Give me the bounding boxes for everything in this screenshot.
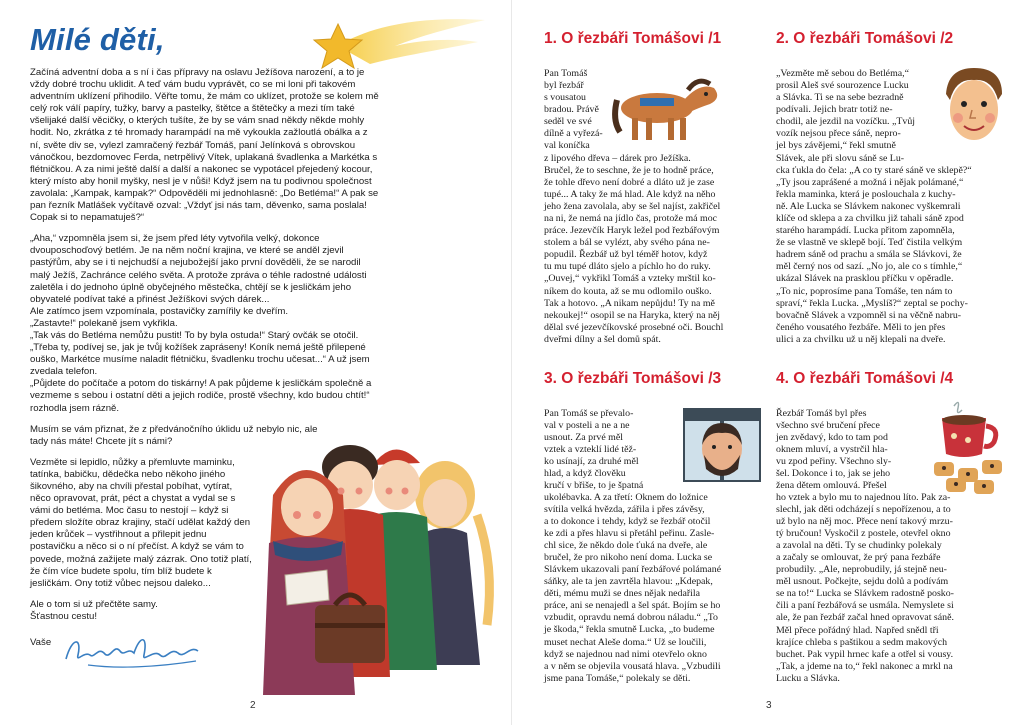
story-line: jsme pana Tomáše,“ polekaly se děti. xyxy=(544,672,691,684)
story-title-3: 3. O řezbáři Tomášovi /3 xyxy=(544,370,722,387)
story-line: když se najednou nad nimi otevřelo okno xyxy=(544,648,707,660)
story-body-4 xyxy=(776,492,1008,685)
story-line: tupé... A taky že má hlad. Ale když na něho xyxy=(544,189,716,201)
story-line: vu zpod peřiny. Všechno sly- xyxy=(776,456,892,468)
story-line: „Ty jsou zaprášené a možná i nějak polámané,“ xyxy=(776,177,964,189)
story-line: „To nic, poprosíme pana Tomáše, ten nám to xyxy=(776,285,953,297)
story-line: popudil. Řezbář už byl téměř hotov, když xyxy=(544,249,708,261)
story-line: čili a paní řezbářová se usmála. Nemyslete si xyxy=(776,600,954,612)
story-line: jen zvědavý, kdo to tam pod xyxy=(776,432,888,444)
story-line: ho vztek a bylo mu to najednou líto. Pak za- xyxy=(776,492,951,503)
story-line: se na to!“ Lucka se Slávkem radostně posko- xyxy=(776,588,954,600)
story-line: práce. Jezevčík Haryk ležel pod řezbářovým xyxy=(544,225,720,237)
story-line: nekoukej!“ osopil se na Haryka, který na něj xyxy=(544,309,721,321)
story-line: starého harampádí. Lucka přitom zapomněla, xyxy=(776,225,955,237)
story-line: ukolébavka. A za třetí: Oknem do ložnice xyxy=(544,492,708,504)
story-line: a zavolal na děti. Ty se chudinky polekaly xyxy=(776,540,942,552)
story-line: chodil, ale jezdil na vozíčku. „Tvůj xyxy=(776,116,916,128)
story-line: a začaly se omlouvat, že prý pana řezbáře xyxy=(776,552,941,564)
story-line: všechno své bručení přece xyxy=(776,420,880,432)
letter-paragraph: „Třeba ty, podívej se, jak je tvůj kožíšek zapráseny! Koník nemá ještě přilepené ouško, Markétce musíme naladit flétničku, švadlenku trochu učesat...“ A už jsem zvedala telefon. xyxy=(30,342,370,378)
story-line: svítila velká hvězda, zářila i přes závěsy, xyxy=(544,504,705,515)
story-line: žena dětem omlouvá. Přešel xyxy=(776,480,887,492)
story-line: ke zdi a přes hlavu si přetáhl peřinu. Zasle- xyxy=(544,528,715,540)
story-line: spraví,“ řekla Lucka. „Myslíš?“ zeptal se pochy- xyxy=(776,297,968,309)
story-line: „Ouvej,“ vykřikl Tomáš a vzteky mrštil ko- xyxy=(544,273,716,285)
story-title-4: 4. O řezbáři Tomášovi /4 xyxy=(776,370,954,387)
story-line: ulici a za chvilku už u něj klepali na dveře. xyxy=(776,333,946,345)
story-body-1 xyxy=(544,153,764,346)
story-line: klíče od sklepa a za chvilku již tahali sáně zpod xyxy=(776,213,964,225)
story-line: jeho žena zavolala, aby se šel najíst, zakřičel xyxy=(544,201,721,213)
story-line: bradou. Právě xyxy=(544,104,599,116)
story-line: „Vezměte mě sebou do Betléma,“ xyxy=(776,68,909,79)
story-line: muset nechat Aleše doma.“ Už se loučili, xyxy=(544,636,707,648)
page-number-right: 3 xyxy=(766,700,772,711)
right-page xyxy=(512,0,1024,725)
story-line: práce, ani se nenajedl a šel spát. Bojím se ho xyxy=(544,600,721,612)
story-line: vztek a vzteklí lidé těž- xyxy=(544,444,637,456)
story-line: vozík nejsou přece sáně, nepro- xyxy=(776,128,901,140)
man-in-window-illustration xyxy=(680,405,764,485)
story-line: prosil Aleš své sourozence Lucku xyxy=(776,80,909,92)
story-line: čeného vousatého řezbáře. Měli to jen přes xyxy=(776,321,946,333)
story-line: tu mu tupé dláto sjelo a píchlo ho do ruky. xyxy=(544,261,711,273)
story-line: ko usínají, za druhé měl xyxy=(544,456,639,468)
story-line: seděl ve své xyxy=(544,116,592,128)
story-line: slechl, jak děti odcházejí s nepořízenou, a to xyxy=(776,504,951,516)
letter-paragraph: „Zastavte!“ polekaně jsem vykřikla. xyxy=(30,317,178,329)
story-line: cka ťukla do čela: „A co ty staré sáně ve sklepě?“ xyxy=(776,165,972,177)
signature xyxy=(58,625,208,673)
story-line: je škoda,“ řekla smutně Lucka, „to budeme xyxy=(544,624,715,636)
story-line: krajíce chleba s paštikou a sedm makových xyxy=(776,636,948,648)
story-line: oknem mluví, a vystrčil hla- xyxy=(776,444,888,456)
story-line: val koníčka xyxy=(544,140,590,152)
page-number-left: 2 xyxy=(250,700,256,711)
story-title-1: 1. O řezbáři Tomášovi /1 xyxy=(544,30,722,47)
letter-paragraph: „Tak vás do Betléma nemůžu pustit! To by byla ostuda!“ Starý ovčák se otočil. xyxy=(30,329,359,341)
story-line: sáňky, ale ta jen zavrtěla hlavou: „Kdepak, xyxy=(544,576,713,588)
story-line: Měl přece pořádný hlad. Napřed snědl tři xyxy=(776,624,939,636)
story-line: „Tak, a jdeme na to,“ řekl nakonec a mrkl na xyxy=(776,660,953,672)
story-line: podívali. Jejich bratr totiž ne- xyxy=(776,104,893,116)
page-title: Milé děti, xyxy=(30,22,165,57)
story-line: Bručel, že to seschne, že je to hodně práce, xyxy=(544,165,714,177)
story-line: ale, že pan řezbář začal hned opravovat sáně. xyxy=(776,612,954,624)
story-line: měl černý nos od sazí. „No jo, ale co s tímhle,“ xyxy=(776,261,963,273)
story-line: už bylo na něj moc. Přece není takový mrzu- xyxy=(776,516,953,528)
story-body-3 xyxy=(544,504,764,685)
story-line: dělal své jezevčíkovské prosebné oči. Bouchl xyxy=(544,321,724,333)
letter-paragraph: „Aha,“ vzpomněla jsem si, že jsem před léty vytvořila velký, dokonce dvouposchoďový betlém. Je na něm noční krajina, ve které se anděl zjevil pastýřům, aby se i ti nejchudší a nejubožejší jako první dověděli, že se narodil malý Ježíš, Zachránce celého světa. A protože zpráva o téhle radostné události zaletěla i do jednoho úplně obyčejného městečka, chtějí se k jesličkám jeho obyvatelé podívat také a přinést Ježíškovi svých dárek... xyxy=(30,233,367,305)
story-title-2: 2. O řezbáři Tomášovi /2 xyxy=(776,30,954,47)
boy-face-illustration xyxy=(942,64,1006,148)
story-line: s vousatou xyxy=(544,92,586,104)
coffee-and-buns-illustration xyxy=(924,398,1016,496)
letter-paragraph: „Půjdete do počítače a potom do tiskárny! A pak půjdeme k jesličkám společně a vezmeme s sebou i ostatní děti a jejich rodiče, prostě všechny, kdo budou chtít!“ rozhodla jsem rázně. xyxy=(30,378,372,414)
letter-paragraph: Musím se vám přiznat, že z předvánočního úklidu už nebylo nic, ale tady nás máte! Chcete jít s námi? xyxy=(30,423,318,447)
story-line: dílně a vyřezá- xyxy=(544,128,603,140)
story-line: bručel, že pro nikoho není doma. Lucka se xyxy=(544,552,713,564)
carved-horse-illustration xyxy=(602,70,732,148)
children-group-illustration xyxy=(255,415,505,705)
story-line: Pan Tomáš xyxy=(544,68,588,79)
story-line: ně. Ale Lucka se Slávkem nakonec vyškemrali xyxy=(776,201,961,213)
story-line: ukázal Slávek na prasklou příčku v opěradle. xyxy=(776,273,954,285)
story-intro-4 xyxy=(776,408,926,492)
story-line: Řezbář Tomáš byl přes xyxy=(776,408,867,419)
story-line: chl sice, že někdo dole ťuká na dveře, ale xyxy=(544,540,708,552)
story-line: šel. Dokonce i to, jak se jeho xyxy=(776,468,891,480)
story-intro-3 xyxy=(544,408,708,504)
letter-paragraph: Ale o tom si už přečtěte samy. Šťastnou cestu! xyxy=(30,598,158,622)
story-line: na ni, že nemá na jídlo čas, protože má moc xyxy=(544,213,718,225)
story-line: děti, mému muži se dnes nějak nedařila xyxy=(544,588,701,600)
letter-paragraph: Začíná adventní doba a s ní i čas přípravy na oslavu Ježíšova narození, a to je vždy dobré trochu uklidit. A teď vám budu vyprávět, co se mi loni při takovém adventním uklízení přihodilo. Věřte tomu, že mám co uklízet, protože se kolem mě celý rok válí papíry, tužky, barvy a pastelky, štětce a štětečky a mezi tím také všelijaké další věcičky, o kterých tušíte, že by se vám snad někdy někde mohly hodit. No, zkrátka z té hromady harampádí na mě vykoukla zažloutlá obálka a z ní, světe div se, vylezl zamračený řezbář Tomáš, paní Jelínková s obrovskou vánočkou, bezdomovec Ferda, netrpělivý Vítek, uplakaná švadlenka a Markétka s flétničkou. A za nimi ještě další a další a nakonec se vypotácel přejedený kocour, který místo aby honil myšky, nesl je v nůši! Když jsem na tu podivnou společnost zavolala: „Kampak, kampak?“ Odpověděli mi jednohlasně: „Do Betléma!“ A pak se pan řezník Matlášek vyčítavě ozval: „Vždyť jsi nás tam, děvenko, sama poslala! Copak si to nepamatuješ?“ xyxy=(30,67,379,224)
story-line: že tohle dřevo není dobré a dláto už je zase xyxy=(544,177,715,189)
story-intro-2 xyxy=(776,68,946,152)
letter-paragraph: Ale zatímco jsem vzpomínala, postavičky zamířily ke dveřím. xyxy=(30,305,289,317)
story-line: dveřmi dílny a šel domů spát. xyxy=(544,333,661,345)
story-line: a v něm se objevila vousatá hlava. „Vzbudili xyxy=(544,660,721,672)
story-line: a to dokonce i tehdy, když se řezbář otočil xyxy=(544,516,711,528)
story-line: stolem a bál se vylézt, aby svého pána ne- xyxy=(544,237,710,249)
story-line: vzbudit, opravdu nemá dobrou náladu.“ „To xyxy=(544,612,718,624)
story-line: řekla maminka, která je poslouchala z kuchy- xyxy=(776,189,956,201)
story-line: tý bručoun! Vyskočil z postele, otevřel okno xyxy=(776,528,951,540)
story-line: kručí v břiše, to je špatná xyxy=(544,480,644,492)
story-line: měl usnout. Počkejte, sejdu dolů a podívám xyxy=(776,576,949,588)
story-line: buchet. Pak vypil hrnec kafe a otřel si vousy. xyxy=(776,648,954,660)
story-line: z lipového dřeva – dárek pro Ježíška. xyxy=(544,153,691,164)
letter-paragraph: Vezměte si lepidlo, nůžky a přemluvte maminku, tatínka, babičku, dědečka nebo někoho jiného šikovného, aby na chvíli přestal pobíhat, vytírat, něco opravovat, prát, péct a chystat a vydal se s vámi do betléma. Moc času to nestojí – když si předem složíte obraz krajiny, stačí udělat každý den jeden krůček – vystřihnout a přilepit jednu postavičku a něco si o ní přečíst. A když se vám to povede, možná zažijete malý zázrak. Ono totiž platí, že čím více budete spolu, tím blíž budete k jesličkám. Ony totiž vůbec nejsou daleko... xyxy=(30,456,252,589)
sign-off: Vaše xyxy=(30,637,52,648)
story-line: že se vlastně ve sklepě bojí. Teď čistila velkým xyxy=(776,237,963,249)
story-line: Lucku a Slávka. xyxy=(776,672,840,684)
story-line: hadrem sáně od prachu a smála se Slávkovi, že xyxy=(776,249,962,261)
story-line: Slávkem ukazovali paní řezbářové polámané xyxy=(544,564,722,576)
story-line: usnout. Za prvé měl xyxy=(544,432,623,444)
story-line: Slávek, ale při slovu sáně se Lu- xyxy=(776,153,905,164)
story-line: níkem do kouta, až se mu odlomilo ouško. xyxy=(544,285,712,297)
story-line: hlad, a když člověku xyxy=(544,468,626,480)
story-line: byl řezbář xyxy=(544,80,584,92)
story-line: a Slávka. Ti se na sebe bezradně xyxy=(776,92,904,104)
story-line: val v posteli a ne a ne xyxy=(544,420,630,432)
story-line: bovačně Slávek a vzpomněl si na věčně nabru- xyxy=(776,309,962,321)
story-line: Pan Tomáš se převalo- xyxy=(544,408,634,419)
story-body-2 xyxy=(776,153,1006,346)
story-intro-1 xyxy=(544,68,616,152)
story-line: probudily. „Ale, neprobudily, já stejně neu- xyxy=(776,564,947,576)
story-line: jel bys závějemi,“ řekl smutně xyxy=(776,140,896,152)
story-line: Tak a hotovo. „A nikam nepůjdu! Ty na mě xyxy=(544,297,715,309)
